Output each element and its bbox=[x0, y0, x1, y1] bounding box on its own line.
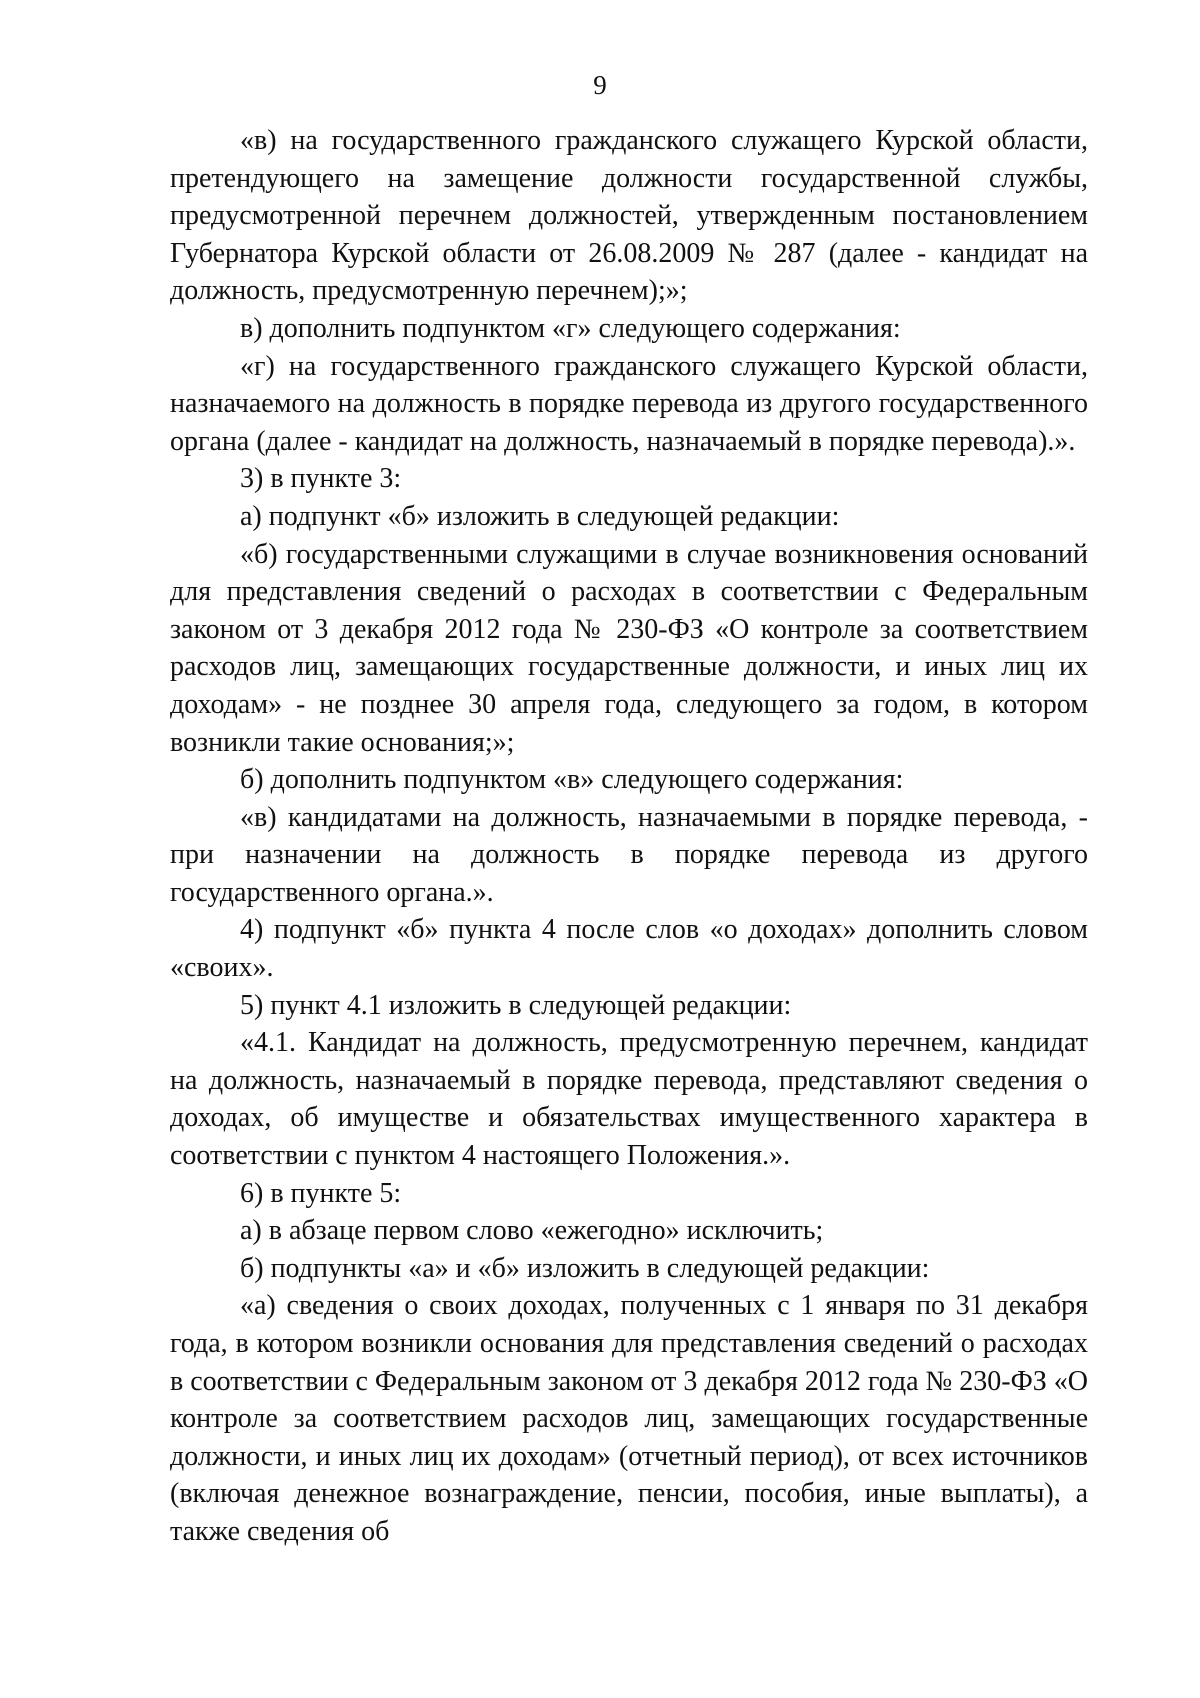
paragraph-13: а) в абзаце первом слово «ежегодно» исключить; bbox=[240, 1215, 824, 1247]
paragraph-7: б) дополнить подпунктом «в» следующего содержания: bbox=[240, 764, 904, 796]
paragraph-8: «в) кандидатами на должность, назначаемыми в порядке перевода, - при назначении на должность в порядке перевода из другого государственного органа.». bbox=[170, 801, 1088, 908]
paragraph-1: «в) на государственного гражданского служащего Курской области, претендующего на замещение должности государственной службы, предусмотренной перечнем должностей, утвержденным постановлением Губернатора Курской области от 26.08.2009 № 287 (далее - кандидат на должность, предусмотренную перечнем);»; bbox=[170, 125, 1088, 307]
paragraph-5: а) подпункт «б» изложить в следующей редакции: bbox=[240, 500, 840, 532]
paragraph-10: 5) пункт 4.1 изложить в следующей редакции: bbox=[240, 989, 792, 1021]
paragraph-12: 6) в пункте 5: bbox=[240, 1177, 402, 1209]
paragraph-9: 4) подпункт «б» пункта 4 после слов «о доходах» дополнить словом «своих». bbox=[170, 914, 1088, 984]
document-body bbox=[170, 122, 1088, 1551]
paragraph-3: «г) на государственного гражданского служащего Курской области, назначаемого на должность в порядке перевода из другого государственного органа (далее - кандидат на должность, назначаемый в порядке перевода).». bbox=[170, 350, 1088, 457]
paragraph-11: «4.1. Кандидат на должность, предусмотренную перечнем, кандидат на должность, назначаемый в порядке перевода, представляют сведения о доходах, об имуществе и обязательствах имущественного характера в соответствии с пунктом 4 настоящего Положения.». bbox=[170, 1027, 1088, 1172]
paragraph-15: «а) сведения о своих доходах, полученных с 1 января по 31 декабря года, в котором возникли основания для представления сведений о расходах в соответствии с Федеральным законом от 3 декабря 2012 года № 230-ФЗ «О контроле за соответствием расходов лиц, замещающих государственные должности, и иных лиц их доходам» (отчетный период), от всех источников (включая денежное вознаграждение, пенсии, пособия, иные выплаты), а также сведения об bbox=[170, 1290, 1088, 1547]
paragraph-6: «б) государственными служащими в случае возникновения оснований для представления сведений о расходах в соответствии с Федеральным законом от 3 декабря 2012 года № 230-ФЗ «О контроле за соответствием расходов лиц, замещающих государственные должности, и иных лиц их доходам» - не позднее 30 апреля года, следующего за годом, в котором возникли такие основания;»; bbox=[170, 538, 1088, 758]
paragraph-4: 3) в пункте 3: bbox=[240, 463, 402, 495]
paragraph-2: в) дополнить подпунктом «г» следующего содержания: bbox=[240, 312, 901, 344]
paragraph-14: б) подпункты «а» и «б» изложить в следующей редакции: bbox=[240, 1252, 930, 1284]
page-number: 9 bbox=[593, 70, 607, 100]
